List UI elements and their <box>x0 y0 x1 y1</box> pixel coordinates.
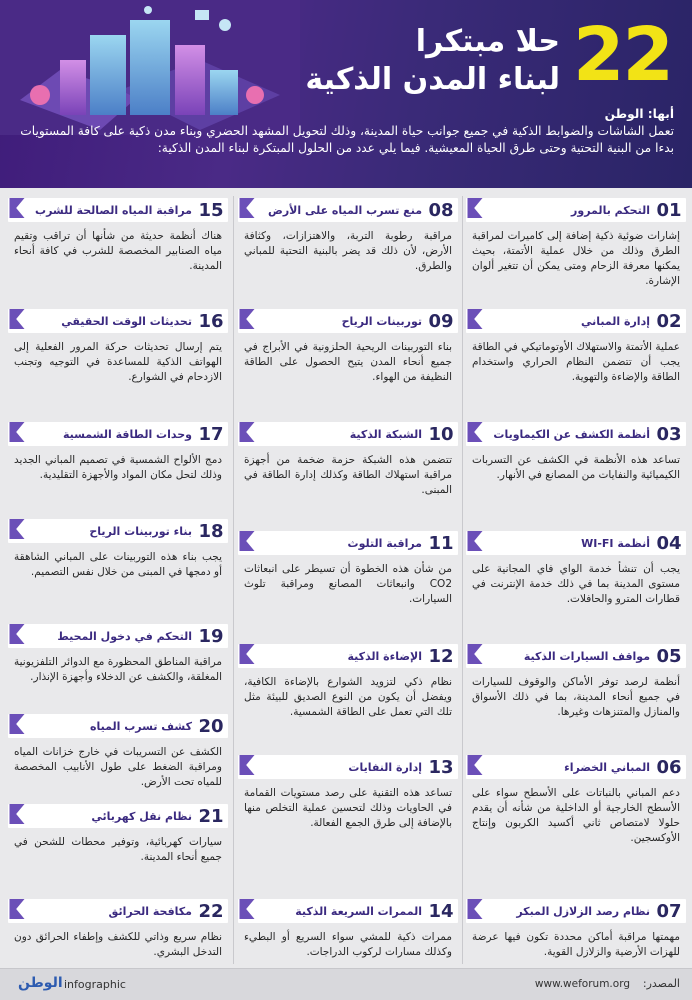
solution-header <box>8 309 228 333</box>
solution-number: 13 <box>428 756 454 778</box>
solution-header <box>466 309 686 333</box>
solution-item <box>464 414 690 526</box>
solution-title: نظام رصد الزلازل المبكر <box>516 904 650 918</box>
solution-header <box>238 198 458 222</box>
chevron-icon <box>8 804 26 824</box>
solution-title: مكافحة الحرائق <box>108 904 192 918</box>
solution-item <box>6 414 232 526</box>
solution-description: مراقبة رطوبة التربة، والاهتزازات، وكثافة الأرض، لأن ذلك قد يضر بالبنية التحتية للمباني والطرق. <box>244 230 452 272</box>
source-label: المصدر: <box>642 977 680 990</box>
solution-title: التحكم في دخول المحيط <box>57 629 192 643</box>
solution-description: مهمتها مراقبة أماكن محددة تكون فيها عرضة للهزات الأرضية والزلازل القوية. <box>472 931 680 958</box>
solution-header <box>8 899 228 923</box>
solution-item <box>236 636 462 748</box>
solution-title: الشبكة الذكية <box>349 427 422 441</box>
chevron-icon <box>8 422 26 442</box>
solution-description: مراقبة المناطق المحظورة مع الدوائر التلفزيونية المغلقة، والكشف عن الدخلاء وأجهزة الإنذار. <box>14 656 222 683</box>
solution-item <box>464 301 690 413</box>
solution-title: وحدات الطاقة الشمسية <box>62 427 192 441</box>
solution-item <box>464 747 690 859</box>
solution-description: تساعد هذه الأنظمة في الكشف عن التسربات الكيميائية والنفايات من المصانع في الأنهار. <box>472 454 680 481</box>
solution-number: 17 <box>198 423 224 445</box>
solution-item <box>236 301 462 413</box>
solution-number: 12 <box>428 645 454 667</box>
solution-description: نظام ذكي لتزويد الشوارع بالإضاءة الكافية، ويفضل أن يكون من النوع الصديق للبيئة مثل تلك التي تعمل على الطاقة الشمسية. <box>244 676 452 718</box>
column-divider <box>233 196 234 964</box>
solution-description: الكشف عن التسريبات في خارج خزانات المياه ومراقبة الضغط على طول الأنابيب المخصصة للمياه تحت الأرض. <box>14 746 222 788</box>
solution-header <box>238 755 458 779</box>
solution-header <box>8 422 228 446</box>
solution-header <box>8 714 228 738</box>
solution-title: كشف تسرب المياه <box>90 719 192 733</box>
solution-title: تحديثات الوقت الحقيقي <box>61 314 192 328</box>
solution-number: 21 <box>198 805 224 827</box>
solution-title: الإضاءة الذكية <box>347 649 422 663</box>
solution-header <box>466 755 686 779</box>
solution-description: تتضمن هذه الشبكة حزمة ضخمة من أجهزة مراقبة استهلاك الطاقة وكذلك إدارة الطاقة في المبنى. <box>244 454 452 496</box>
solution-number: 02 <box>656 310 682 332</box>
chevron-icon <box>238 309 256 329</box>
solution-description: عملية الأتمتة والاستهلاك الأوتوماتيكي في الطاقة يجب أن تتضمن النظام الحراري واستخدام الطاقة والإضاءة والتهوية. <box>472 341 680 383</box>
solution-title: التحكم بالمرور <box>571 203 650 217</box>
solution-header <box>238 644 458 668</box>
solution-header <box>466 198 686 222</box>
footer <box>0 968 692 1000</box>
solution-number: 07 <box>656 900 682 922</box>
solution-title: المباني الخضراء <box>564 760 650 774</box>
solution-item <box>6 190 232 302</box>
chevron-icon <box>466 755 484 775</box>
solution-item <box>236 523 462 635</box>
solution-description: إشارات ضوئية ذكية إضافة إلى كاميرات لمراقبة الطرق وذلك من خلال عملية الأتمتة، بحيث يمكنها معرفة الزحام ومتى يمكن أن تتغير ألوان الإشارة. <box>472 230 680 287</box>
solution-description: يجب أن تنشأ خدمة الواي فاي المجانية على مستوى المدينة بما في ذلك خدمة الإنترنت في قطارات المترو والحافلات. <box>472 563 680 605</box>
brand-tag: infographic <box>64 978 126 991</box>
solution-title: إدارة المباني <box>581 314 650 328</box>
solution-description: دعم المباني بالنباتات على الأسطح سواء على الأسطح الخارجية أو الداخلية من شأنه أن يقدم حلولا لامتصاص ثاني أكسيد الكربون وإنتاج الأوكسجين. <box>472 787 680 844</box>
solution-description: من شأن هذه الخطوة أن تسيطر على انبعاثات CO2 وانبعاثات المصانع ومراقبة تلوث السيارات. <box>244 563 452 605</box>
solution-title: منع تسرب المياه على الأرض <box>268 203 422 217</box>
solution-number: 06 <box>656 756 682 778</box>
solution-title: أنظمة WI-FI <box>581 536 650 550</box>
solution-description: يجب بناء هذه التوربينات على المباني الشاهقة أو دمجها في المبنى من خلال نفس التصميم. <box>14 551 222 578</box>
solution-title: إدارة النفايات <box>348 760 422 774</box>
solution-item <box>464 636 690 748</box>
chevron-icon <box>238 899 256 919</box>
solution-number: 05 <box>656 645 682 667</box>
solution-description: أنظمة لرصد توفر الأماكن والوقوف للسيارات في جميع أنحاء المدينة، بما في ذلك الأسواق والمنازل والمتنزهات وغيرها. <box>472 676 680 718</box>
solution-number: 10 <box>428 423 454 445</box>
source-url[interactable]: www.weforum.org <box>534 978 630 990</box>
chevron-icon <box>466 899 484 919</box>
solution-header <box>8 804 228 828</box>
headline-number: 22 <box>573 12 672 98</box>
solution-title: بناء توربينات الرياح <box>89 524 192 538</box>
chevron-icon <box>238 422 256 442</box>
solution-description: بناء التوربينات الريحية الحلزونية في الأبراج في جميع أنحاء المدن يتيح الحصول على الطاقة النظيفة من الهواء. <box>244 341 452 383</box>
solution-number: 15 <box>198 199 224 221</box>
solution-number: 11 <box>428 532 454 554</box>
solution-description: يتم إرسال تحديثات حركة المرور الفعلية إلى الهواتف الذكية للمساعدة في التوجيه وتجنب الازدحام في الشوارع. <box>14 341 222 383</box>
solution-title: مواقف السيارات الذكية <box>523 649 650 663</box>
solution-header <box>466 531 686 555</box>
solution-title: الممرات السريعة الذكية <box>295 904 422 918</box>
chevron-icon <box>238 531 256 551</box>
chevron-icon <box>466 309 484 329</box>
headline-line2: لبناء المدن الذكية <box>305 62 560 97</box>
chevron-icon <box>8 198 26 218</box>
solution-title: مراقبة المياه الصالحة للشرب <box>35 203 192 217</box>
solution-header <box>238 899 458 923</box>
solution-title: مراقبة التلوث <box>347 536 422 550</box>
chevron-icon <box>238 198 256 218</box>
solution-number: 08 <box>428 199 454 221</box>
chevron-icon <box>466 644 484 664</box>
solution-number: 18 <box>198 520 224 542</box>
chevron-icon <box>8 714 26 734</box>
solution-item <box>236 414 462 526</box>
chevron-icon <box>466 198 484 218</box>
dateline: أبها: الوطن <box>604 107 674 121</box>
chevron-icon <box>466 531 484 551</box>
intro-paragraph: تعمل الشاشات والضوابط الذكية في جميع جوانب حياة المدينة، وذلك لتحويل المشهد الحضري وبناء مدن ذكية على كافة المستويات بدءا من البنية التحتية وحتى طرق الحياة المعيشية. فيما يلي عدد من الحلول المبتكرة لبناء المدن الذكية: <box>20 124 674 155</box>
solution-header <box>8 519 228 543</box>
solution-header <box>466 644 686 668</box>
chevron-icon <box>8 624 26 644</box>
intro-text <box>9 106 674 157</box>
solution-number: 20 <box>198 715 224 737</box>
solution-item <box>236 190 462 302</box>
solution-item <box>236 747 462 859</box>
chevron-icon <box>238 644 256 664</box>
solution-description: هناك أنظمة حديثة من شأنها أن تراقب وتقيم مياه الصنابير المخصصة للشرب في كافة أنحاء المدينة. <box>14 230 222 272</box>
solution-number: 22 <box>198 900 224 922</box>
chevron-icon <box>8 519 26 539</box>
solution-header <box>466 422 686 446</box>
solution-number: 01 <box>656 199 682 221</box>
chevron-icon <box>238 755 256 775</box>
solution-item <box>464 190 690 302</box>
solution-description: نظام سريع وذاتي للكشف وإطفاء الحرائق دون التدخل البشري. <box>14 931 222 958</box>
header-banner <box>0 0 692 188</box>
headline-line1: حلا مبتكرا <box>415 24 560 59</box>
chevron-icon <box>8 899 26 919</box>
solution-title: توربينات الرياح <box>341 314 422 328</box>
solution-number: 19 <box>198 625 224 647</box>
solution-header <box>238 422 458 446</box>
chevron-icon <box>8 309 26 329</box>
solution-number: 09 <box>428 310 454 332</box>
solution-item <box>464 523 690 635</box>
solution-header <box>466 899 686 923</box>
solution-item <box>6 301 232 413</box>
solution-title: نظام نقل كهربائي <box>91 809 192 823</box>
solution-description: سيارات كهربائية، وتوفير محطات للشحن في جميع أنحاء المدينة. <box>14 836 222 863</box>
solution-number: 04 <box>656 532 682 554</box>
solution-title: أنظمة الكشف عن الكيماويات <box>493 427 650 441</box>
solution-description: ممرات ذكية للمشي سواء السريع أو البطيء وكذلك مسارات لركوب الدراجات. <box>244 931 452 958</box>
solution-header <box>8 624 228 648</box>
solution-number: 16 <box>198 310 224 332</box>
solution-description: تساعد هذه التقنية على رصد مستويات القمامة في الحاويات وذلك لتحسين عملية التخلص منها بالإضافة إلى طرق الجمع الفعالة. <box>244 787 452 829</box>
solution-description: دمج الألواح الشمسية في تصميم المباني الجديد وذلك لتحل مكان المواد والأجهزة التقليدية. <box>14 454 222 481</box>
solution-header <box>8 198 228 222</box>
solution-item <box>6 511 232 623</box>
column-divider <box>462 196 463 964</box>
brand-logo: الوطن <box>18 975 63 991</box>
chevron-icon <box>466 422 484 442</box>
solution-header <box>238 531 458 555</box>
solution-number: 03 <box>656 423 682 445</box>
solution-number: 14 <box>428 900 454 922</box>
solution-header <box>238 309 458 333</box>
